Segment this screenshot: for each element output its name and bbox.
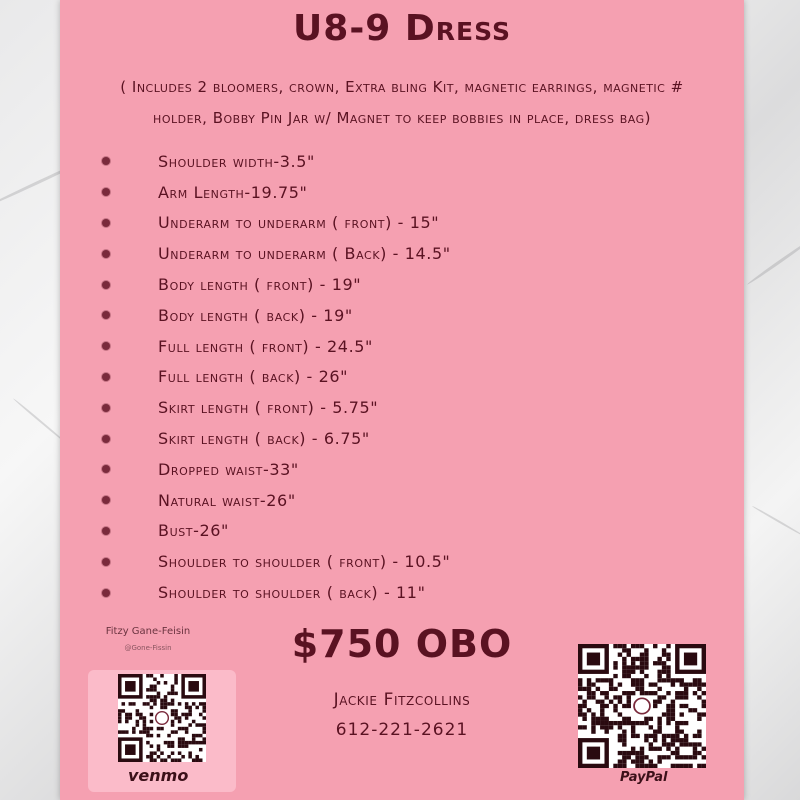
- measurement-text: Skirt length ( back) - 6.75": [158, 429, 370, 449]
- measurement-text: Bust-26": [158, 521, 230, 541]
- measurement-text: Arm Length-19.75": [158, 182, 308, 202]
- list-item: [96, 392, 696, 423]
- qr-code-icon[interactable]: [578, 644, 706, 768]
- bullet-icon: [102, 496, 110, 504]
- bullet-icon: [102, 527, 110, 535]
- measurement-text: Body length ( back) - 19": [158, 305, 353, 325]
- list-item: [96, 177, 696, 208]
- list-item: [96, 269, 696, 300]
- bullet-icon: [102, 188, 110, 196]
- list-item: [96, 423, 696, 454]
- dress-flyer: [60, 0, 744, 800]
- bullet-icon: [102, 589, 110, 597]
- qr-code-icon[interactable]: [118, 674, 206, 762]
- measurement-text: Shoulder to shoulder ( back) - 11": [158, 583, 426, 603]
- bullet-icon: [102, 373, 110, 381]
- paypal-logo: PayPal: [620, 770, 668, 785]
- list-item: [96, 516, 696, 547]
- measurement-text: Full length ( front) - 24.5": [158, 336, 373, 356]
- list-item: [96, 546, 696, 577]
- bullet-icon: [102, 435, 110, 443]
- measurement-text: Skirt length ( front) - 5.75": [158, 398, 379, 418]
- list-item: [96, 577, 696, 608]
- bullet-icon: [102, 281, 110, 289]
- bullet-icon: [102, 157, 110, 165]
- measurement-text: Full length ( back) - 26": [158, 367, 349, 387]
- measurement-text: Underarm to underarm ( Back) - 14.5": [158, 244, 451, 264]
- measurement-text: Shoulder width-3.5": [158, 151, 315, 171]
- bullet-icon: [102, 311, 110, 319]
- bullet-icon: [102, 558, 110, 566]
- bullet-icon: [102, 404, 110, 412]
- contact-name: Jackie Fitzcollins: [333, 690, 471, 710]
- bullet-icon: [102, 250, 110, 258]
- venmo-logo: venmo: [128, 766, 189, 785]
- list-item: [96, 454, 696, 485]
- contact-phone: 612-221-2621: [335, 720, 469, 740]
- includes-line-2: holder, Bobby Pin Jar w/ Magnet to keep bobbies in place, dress bag): [153, 109, 651, 127]
- bullet-icon: [102, 342, 110, 350]
- measurement-text: Dropped waist-33": [158, 459, 299, 479]
- list-item: [96, 362, 696, 393]
- measurement-text: Shoulder to shoulder ( front) - 10.5": [158, 552, 451, 572]
- bullet-icon: [102, 219, 110, 227]
- list-item: [96, 208, 696, 239]
- list-item: [96, 485, 696, 516]
- price: $750 OBO: [291, 622, 513, 666]
- list-item: [96, 331, 696, 362]
- list-item: [96, 238, 696, 269]
- measurement-text: Underarm to underarm ( front) - 15": [158, 213, 440, 233]
- measurement-text: Body length ( front) - 19": [158, 275, 362, 295]
- includes-note: [66, 72, 738, 134]
- bullet-icon: [102, 465, 110, 473]
- measurement-text: Natural waist-26": [158, 490, 296, 510]
- venmo-owner-name: Fitzy Gane-Feisin: [105, 626, 191, 637]
- venmo-handle: @Gone-Fissin: [124, 644, 172, 652]
- list-item: [96, 146, 696, 177]
- page-title: U8-9 Dress: [293, 8, 511, 49]
- list-item: [96, 300, 696, 331]
- measurement-list: [96, 146, 696, 608]
- includes-line-1: ( Includes 2 bloomers, crown, Extra bling Kit, magnetic earrings, magnetic #: [120, 78, 684, 96]
